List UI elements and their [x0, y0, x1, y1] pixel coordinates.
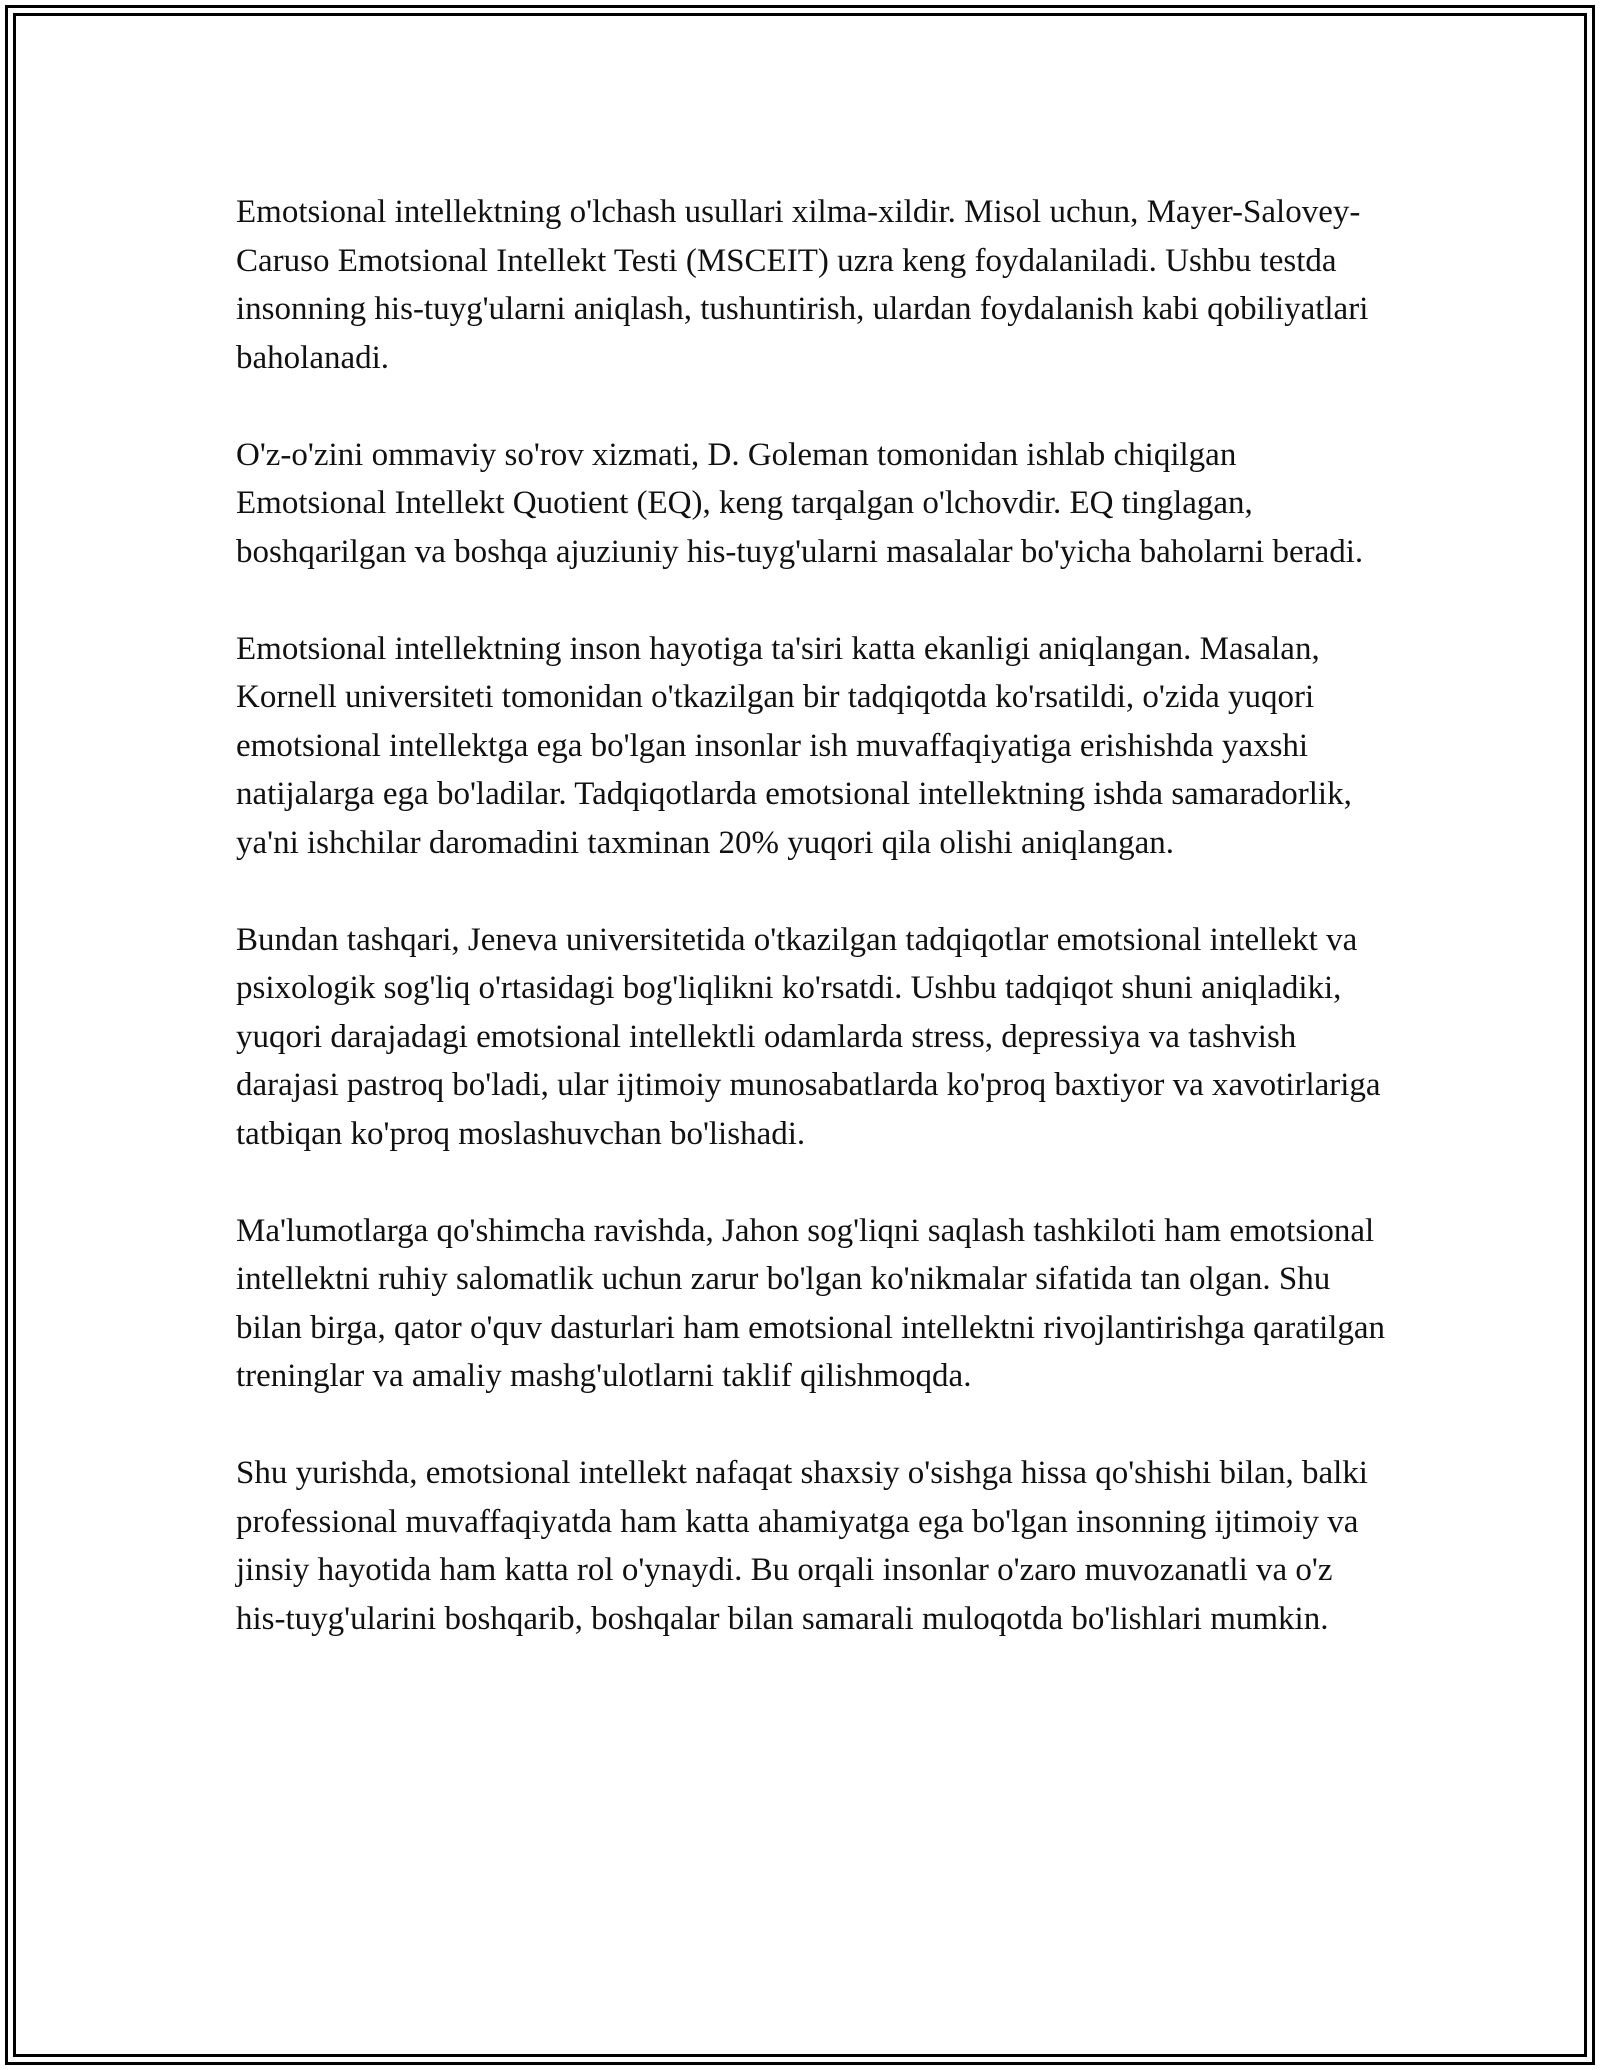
paragraph-2: O'z-o'zini ommaviy so'rov xizmati, D. Goleman tomonidan ishlab chiqilgan Emotsional Intellekt Quotient (EQ), keng tarqalgan o'lchovdir. EQ tinglagan, boshqarilgan va boshqa ajuziuniy his-tuyg'ularni masalalar bo'yicha baholarni beradi. [236, 436, 1364, 570]
paragraph-4: Bundan tashqari, Jeneva universitetida o'tkazilgan tadqiqotlar emotsional intellekt va psixologik sog'liq o'rtasidagi bog'liqlikni ko'rsatdi. Ushbu tadqiqot shuni aniqladiki, yuqori darajadagi emotsional intellektli odamlarda stress, depressiya va tashvish darajasi pastroq bo'ladi, ular ijtimoiy munosabatlarda ko'proq baxtiyor va xavotirlariga tatbiqan ko'proq moslashuvchan bo'lishadi. [236, 921, 1381, 1152]
paragraph-3: Emotsional intellektning inson hayotiga ta'siri katta ekanligi aniqlangan. Masalan, Kornell universiteti tomonidan o'tkazilgan bir tadqiqotda ko'rsatildi, o'zida yuqori emotsional intellektga ega bo'lgan insonlar ish muvaffaqiyatiga erishishda yaxshi natijalarga ega bo'ladilar. Tadqiqotlarda emotsional intellektning ishda samaradorlik, ya'ni ishchilar daromadini taxminan 20% yuqori qila olishi aniqlangan. [236, 630, 1352, 861]
document-body [236, 188, 1386, 1643]
paragraph-5: Ma'lumotlarga qo'shimcha ravishda, Jahon sog'liqni saqlash tashkiloti ham emotsional intellektni ruhiy salomatlik uchun zarur bo'lgan ko'nikmalar sifatida tan olgan. Shu bilan birga, qator o'quv dasturlari ham emotsional intellektni rivojlantirishga qaratilgan treninglar va amaliy mashg'ulotlarni taklif qilishmoqda. [236, 1212, 1386, 1394]
paragraph-6: Shu yurishda, emotsional intellekt nafaqat shaxsiy o'sishga hissa qo'shishi bilan, balki professional muvaffaqiyatda ham katta ahamiyatga ega bo'lgan insonning ijtimoiy va jinsiy hayotida ham katta rol o'ynaydi. Bu orqali insonlar o'zaro muvozanatli va o'z his-tuyg'ularini boshqarib, boshqalar bilan samarali muloqotda bo'lishlari mumkin. [236, 1455, 1368, 1637]
paragraph-1: Emotsional intellektning o'lchash usullari xilma-xildir. Misol uchun, Mayer-Salovey-Caruso Emotsional Intellekt Testi (MSCEIT) uzra keng foydalaniladi. Ushbu testda insonning his-tuyg'ularni aniqlash, tushuntirish, ulardan foydalanish kabi qobiliyatlari baholanadi. [236, 194, 1369, 376]
